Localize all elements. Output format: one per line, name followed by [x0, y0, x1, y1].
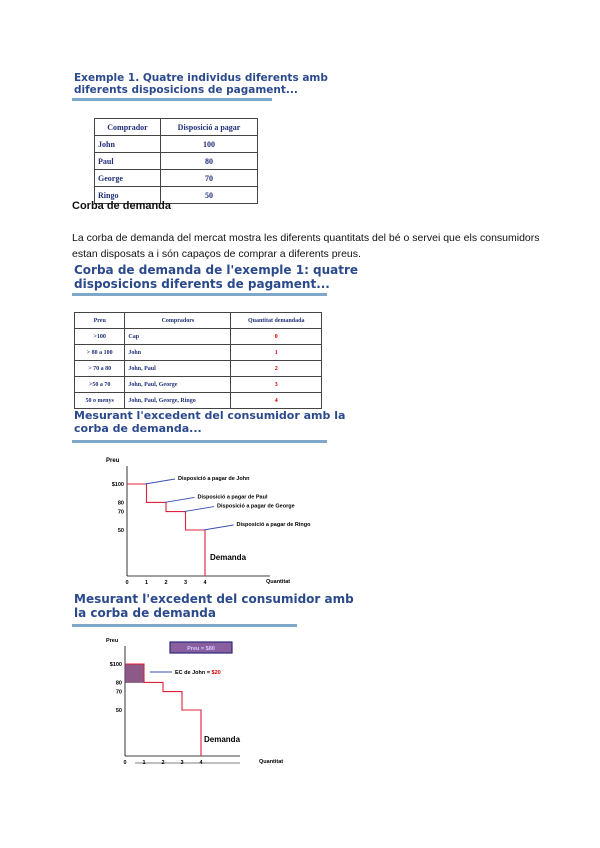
x-tick-label: 1: [142, 760, 146, 766]
table-row: [75, 393, 322, 409]
cs-value: $20: [211, 670, 221, 676]
section-heading: Corba de demanda: [72, 200, 172, 212]
table-header: Disposició a pagar: [161, 119, 258, 136]
y-tick-label: 80: [115, 680, 122, 687]
demand-chart-1: [100, 450, 340, 590]
table-header: Comprador: [95, 119, 161, 136]
slide1-title-line2: diferents disposicions de pagament...: [74, 84, 298, 97]
slide4-title: [74, 593, 354, 621]
y-tick-label: 50: [115, 708, 122, 714]
demand-label: Demanda: [204, 735, 241, 744]
willingness-annotation: Disposició a pagar de Paul: [197, 494, 268, 501]
buyers-cell: John, Paul: [125, 361, 231, 377]
x-tick-label: 0: [123, 760, 127, 766]
buyer-cell: Ringo: [95, 187, 161, 204]
x-tick-label: 4: [199, 760, 203, 766]
table-header: Preu: [75, 313, 125, 329]
x-axis-label: Quantitat: [259, 759, 284, 765]
willingness-annotation: Disposició a pagar de John: [178, 476, 250, 482]
quantity-cell: 3: [231, 377, 322, 393]
value-cell: 70: [161, 170, 258, 187]
slide3-title-line1: Mesurant l'excedent del consumidor amb la: [74, 409, 346, 422]
slide1-title-line1: Exemple 1. Quatre individus diferents amb: [74, 72, 328, 84]
section-paragraph: La corba de demanda del mercat mostra les diferents quantitats del bé o servei que els consumidors estan disposats a i són capaços de comprar a diferents preus.: [72, 232, 540, 260]
cs-label-text: EC de John =: [175, 670, 212, 676]
x-tick-label: 3: [183, 580, 188, 586]
buyers-cell: Cap: [125, 329, 231, 345]
slide3-title: [74, 410, 345, 435]
annotation-leader: [165, 497, 195, 502]
annotation-leader: [184, 507, 214, 512]
price-cell: >100: [75, 329, 125, 345]
annotation-leader: [145, 479, 175, 484]
slide2-title-line2: disposicions diferents de pagament...: [74, 276, 330, 291]
buyers-cell: John, Paul, George: [125, 377, 231, 393]
x-tick-label: 1: [144, 580, 149, 586]
x-tick-label: 2: [164, 580, 168, 586]
y-axis-label: Preu: [106, 638, 119, 644]
quantity-cell: 0: [231, 329, 322, 345]
willingness-table: [94, 118, 258, 204]
x-tick-label: 2: [161, 760, 165, 766]
y-tick-label: $100: [111, 482, 124, 488]
slide4-title-line1: Mesurant l'excedent del consumidor amb: [74, 592, 354, 606]
quantity-cell: 4: [231, 393, 322, 409]
table-row: [95, 170, 258, 187]
price-cell: > 80 a 100: [75, 345, 125, 361]
buyers-cell: John, Paul, George, Ringo: [125, 393, 231, 409]
table-row: [75, 345, 322, 361]
price-cell: >50 a 70: [75, 377, 125, 393]
x-tick-label: 4: [203, 580, 207, 586]
cs-label: [175, 670, 221, 676]
slide2-divider: [72, 293, 327, 296]
x-axis-label: Quantitat: [266, 579, 291, 585]
slide2-title-line1: Corba de demanda de l'exemple 1: quatre: [74, 263, 359, 277]
slide4-title-line2: la corba de demanda: [74, 605, 216, 620]
table-header: Quantitat demandada: [231, 313, 322, 329]
slide1-title: [74, 72, 328, 96]
value-cell: 80: [161, 153, 258, 170]
quantity-cell: 2: [231, 361, 322, 377]
table-row: [75, 329, 322, 345]
slide4-divider: [72, 624, 297, 627]
slide3-title-line2: corba de demanda...: [74, 421, 202, 435]
y-tick-label: 70: [117, 509, 124, 516]
price-box-label: Preu = $80: [187, 646, 215, 652]
quantity-cell: 1: [231, 345, 322, 361]
table-row: [95, 153, 258, 170]
price-cell: 50 o menys: [75, 393, 125, 409]
table-row: [95, 136, 258, 153]
slide2-title: [74, 264, 358, 292]
y-tick-label: 70: [115, 689, 122, 696]
slide3-divider: [72, 440, 327, 443]
willingness-annotation: Disposició a pagar de George: [217, 503, 295, 510]
demand-chart-2: [100, 632, 300, 768]
y-tick-label: 50: [117, 528, 124, 534]
table-row: [75, 377, 322, 393]
x-tick-label: 3: [180, 760, 184, 766]
buyer-cell: Paul: [95, 153, 161, 170]
buyers-cell: John: [125, 345, 231, 361]
price-cell: > 70 a 80: [75, 361, 125, 377]
y-tick-label: $100: [109, 662, 122, 668]
annotation-leader: [204, 525, 234, 530]
table-header: Compradors: [125, 313, 231, 329]
consumer-surplus-area: [125, 664, 144, 682]
value-cell: 100: [161, 136, 258, 153]
y-tick-label: 80: [117, 500, 124, 507]
table-row: [75, 361, 322, 377]
demand-label: Demanda: [210, 553, 247, 562]
buyer-cell: John: [95, 136, 161, 153]
buyer-cell: George: [95, 170, 161, 187]
y-axis-label: Preu: [106, 458, 120, 464]
x-tick-label: 0: [125, 580, 129, 586]
demand-schedule-table: [74, 312, 322, 409]
slide1-divider: [72, 98, 272, 101]
value-cell: 50: [161, 187, 258, 204]
willingness-annotation: Disposició a pagar de Ringo: [236, 522, 311, 528]
